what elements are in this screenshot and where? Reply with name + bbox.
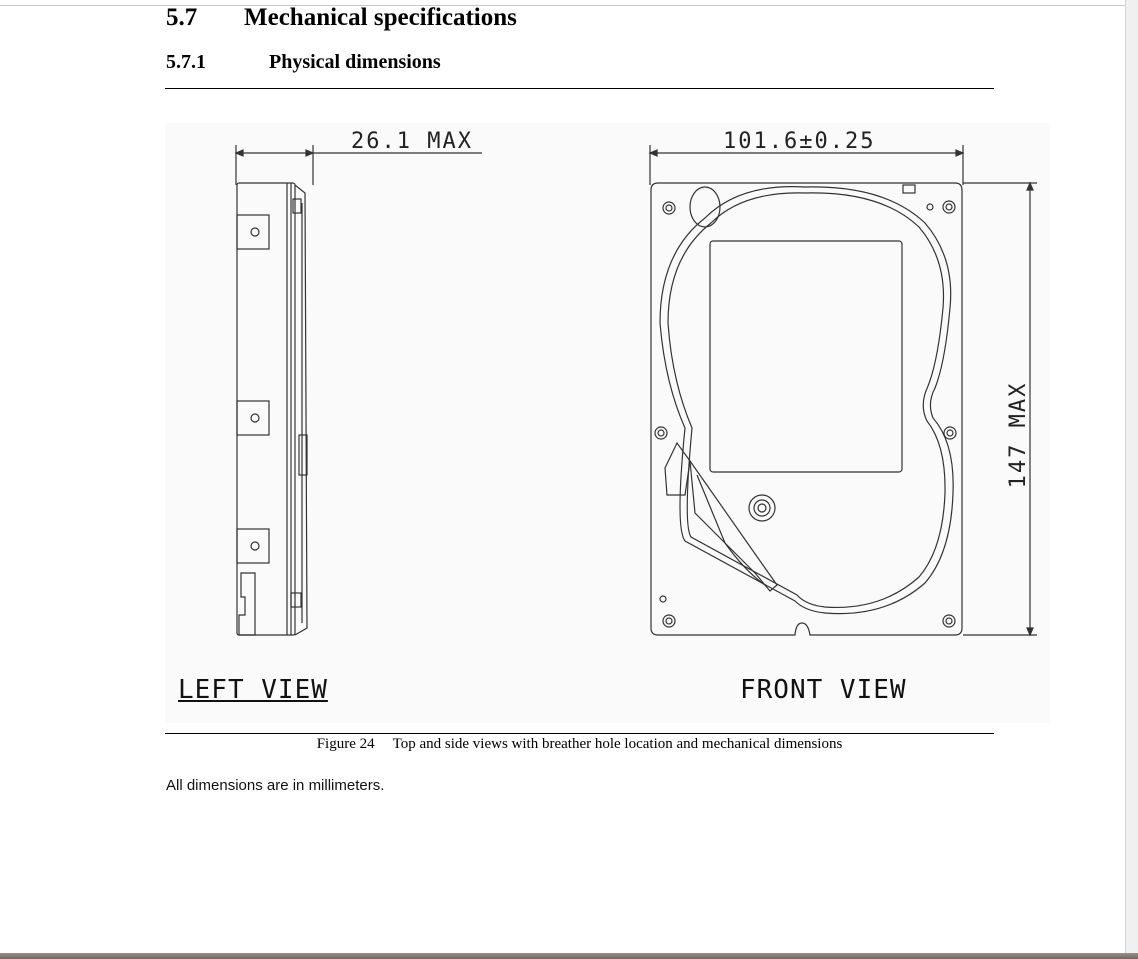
figure-caption <box>165 736 994 753</box>
figure-caption-text: Top and side views with breather hole location and mechanical dimensions <box>392 736 843 752</box>
heading-rule <box>165 88 994 89</box>
mechanical-drawing-figure <box>165 123 1050 723</box>
section-heading <box>166 4 517 32</box>
units-note: All dimensions are in millimeters. <box>166 777 385 794</box>
scrollbar-gutter[interactable] <box>1125 0 1138 959</box>
window-bottom-edge <box>0 953 1138 959</box>
dim-depth-text: 26.1 MAX <box>351 129 473 154</box>
subsection-number: 5.7.1 <box>166 51 206 73</box>
front-view-drawing <box>651 183 962 635</box>
drawing-svg <box>165 123 1050 723</box>
left-view-drawing <box>237 183 307 635</box>
section-title: Mechanical specifications <box>244 4 517 31</box>
section-number: 5.7 <box>166 4 198 31</box>
front-view-label: FRONT VIEW <box>740 675 907 705</box>
figure-rule <box>165 733 994 734</box>
figure-caption-number: Figure 24 <box>316 736 375 752</box>
dim-height-text: 147 MAX <box>1006 381 1031 489</box>
left-view-label: LEFT VIEW <box>178 675 328 705</box>
subsection-heading <box>166 51 441 74</box>
dim-width-text: 101.6±0.25 <box>723 129 876 154</box>
subsection-title: Physical dimensions <box>269 51 441 73</box>
